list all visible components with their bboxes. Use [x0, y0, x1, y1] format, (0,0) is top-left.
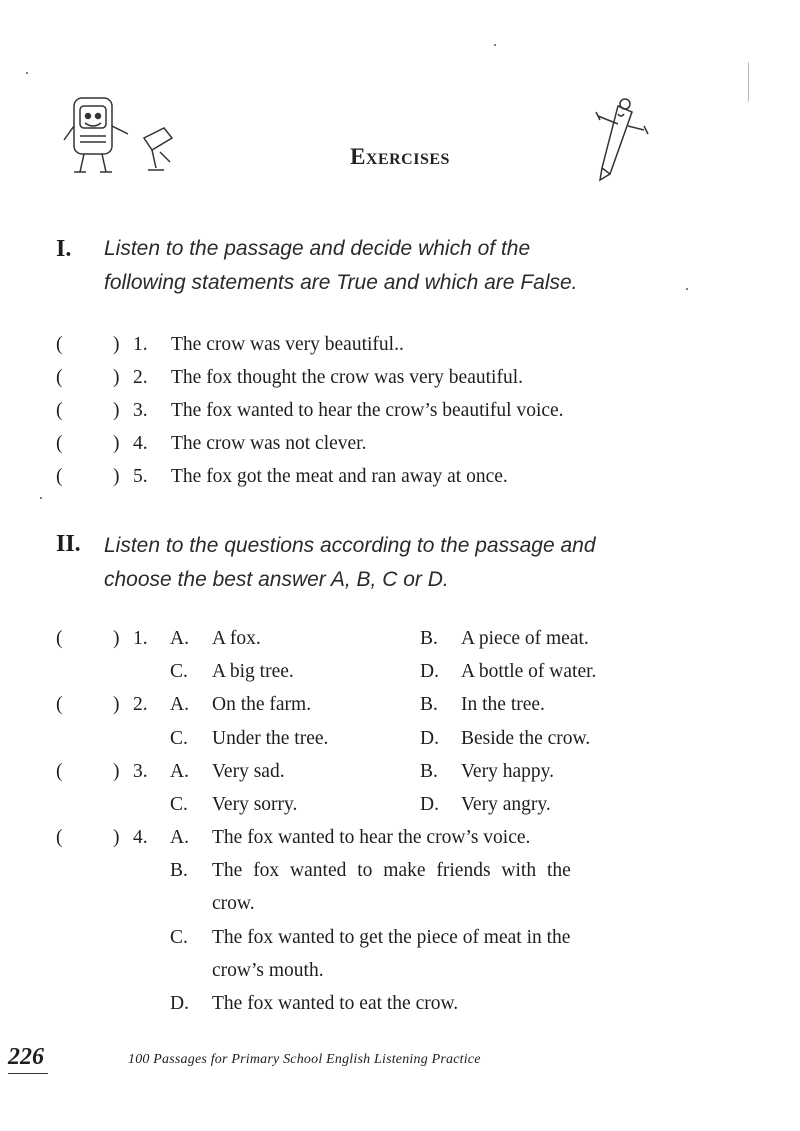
section-1-number: I.	[56, 236, 72, 262]
mc-question-4-option-c: C. The fox wanted to get the piece of meat in the	[170, 927, 571, 948]
mc-question-3: ( ) 3. A. Very sad. B. Very happy.	[56, 761, 554, 782]
tf-item: ( ) 4. The crow was not clever.	[56, 433, 367, 454]
speck	[40, 497, 42, 499]
section-2-number: II.	[56, 531, 81, 557]
page-number: 226	[8, 1044, 48, 1074]
tf-item: ( ) 3. The fox wanted to hear the crow’s beautiful voice.	[56, 400, 564, 421]
pencil-illustration	[588, 94, 658, 186]
book-title: 100 Passages for Primary School English Listening Practice	[128, 1052, 481, 1067]
edge-mark	[748, 62, 749, 102]
mc-question-3-options-cd: C. Very sorry. D. Very angry.	[170, 794, 551, 815]
tf-item: ( ) 1. The crow was very beautiful..	[56, 334, 404, 355]
section-2-instruction-line-2: choose the best answer A, B, C or D.	[104, 568, 449, 591]
mc-question-4-option-c-cont: crow’s mouth.	[212, 960, 324, 981]
mc-question-4-option-b-cont: crow.	[212, 893, 255, 914]
speck	[494, 44, 496, 46]
section-1-instruction-line-1: Listen to the passage and decide which of the	[104, 237, 531, 260]
mc-question-2: ( ) 2. A. On the farm. B. In the tree.	[56, 694, 545, 715]
section-1-instruction-line-2: following statements are True and which are False.	[104, 271, 578, 294]
mc-question-1: ( ) 1. A. A fox. B. A piece of meat.	[56, 628, 589, 649]
tf-item: ( ) 2. The fox thought the crow was very beautiful.	[56, 367, 523, 388]
speck	[686, 288, 688, 290]
mc-question-4-option-b: B. The fox wanted to make friends with the	[170, 860, 571, 881]
tf-item: ( ) 5. The fox got the meat and ran away at once.	[56, 466, 508, 487]
cartoon-phone-illustration	[60, 92, 190, 184]
mc-question-4-option-d: D. The fox wanted to eat the crow.	[170, 993, 459, 1014]
speck	[26, 72, 28, 74]
mc-question-1-options-cd: C. A big tree. D. A bottle of water.	[170, 661, 597, 682]
section-2-instruction-line-1: Listen to the questions according to the passage and	[104, 534, 596, 557]
page-title: Exercises	[350, 144, 450, 169]
mc-question-2-options-cd: C. Under the tree. D. Beside the crow.	[170, 728, 591, 749]
mc-question-4: ( ) 4. A. The fox wanted to hear the crow’s voice.	[56, 827, 531, 848]
